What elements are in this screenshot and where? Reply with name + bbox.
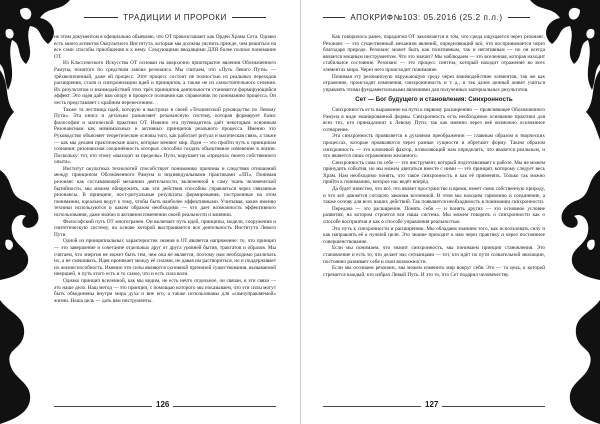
header-title: ТРАДИЦИИ И ПРОРОКИ (123, 12, 227, 22)
footer-left (0, 400, 300, 414)
header-title: АПОКРИФ№103: 05.2016 (25.2 п.л.) (350, 12, 503, 22)
paragraph: Эта синхронность проявляется в духовном преображении — главным образом в творческих процессах, которые проявляются через разные сущности и обретают форму. Таким образом синхронность — это ключевой фактор, позволяющий нам определить, что является реальным, и что является лишь отражением желаемого. (323, 133, 545, 160)
page-number: 127 (421, 400, 442, 409)
paragraph: Да будет известно, что всё, что являет пространство и время, имеет свою собственную природу, и что всё движется согласно законам вселенной. В этом мы находим гармонию и соединение, а также основу для всех наших действий. Так появляется необходимость в понимании синхронности. (323, 186, 545, 206)
header-rule (323, 17, 345, 18)
left-body-text (54, 34, 276, 384)
right-page (300, 0, 600, 424)
paragraph: не этим документом я официально объявляю, что ОТ провозглашает как Орден Храма Сета. Однако есть много аспектов Оккультного Института, которые мы должны уяснить прежде, чем решиться на все сами способы приобщения и к нему. Следующими вводящими ДЛЯ более полное понимание ОТ. (54, 34, 276, 60)
paragraph: Также та лестница идей, которую я выстроил в своей «Технической руководстве по Левому Пути». Эта книга и детально разъясняет резонансную систему, которая формирует базис философии и магической практики ОТ. Именно эта путеводитель даёт некоторым основным Резонансным как мимимальных и активных принципов реального процесса. Именно это Руководство объясняет теоретические основы того, как работает ритуал и магическая связь, а также — как мы делаем практические шаги, которые меняют мир. Идея — это пройти путь к принципам сознания: резонансная соединённость которых способна создать объективное изменение в жизни. Поскольку: тот, кто этому «выходит за пределы» Пути, нарушает на «пределах своего собственного опыта». (54, 106, 276, 166)
paragraph: Как говорилось ранее, парадигма ОТ заключается в том, что среда ощущается через резонанс. Резонанс — это существенный механизм явлений, определяющий всё, что воспринимается через благодаря природе. Резонанс может быть как позитивным, так и негативным — но он всегда является мощным инструментом. Что это значит? Мы наблюдаем — это вселенная, которая находит стабильное состояние. Резонанс — это процесс синтеза, который находит отражение во всех элементах мира. Через него происходит понимание. (323, 34, 545, 73)
paragraph: Передача — это расширение. Понять себя — и понять других — это основное условие развития, на котором строится вся наша система. Мы можем говорить о синхронности как о способе восприятия и как о способе управления реальностью. (323, 205, 545, 226)
paragraph: Однако принцип вселенной, как мы видим, не есть нечто отдельное, он связан, и эти связи — это наше дело. Наш метод — это принцип, с помощью которого мы показываем, что эти силы могут быть объединены внутри мира духа и вне его, а также использованы для «самоуправляемой» жизни. Наша цель — дать вам инструменты. (54, 277, 276, 304)
page-number: 126 (152, 400, 173, 409)
right-body-text (323, 34, 545, 384)
ornament-mid-right (552, 170, 600, 280)
footer-right (301, 400, 600, 414)
header-rule (508, 17, 530, 18)
paragraph: Если мы понимаем, что значит синхронность, мы понимаем принцип становления. Это становление и есть то, что делает нас сетианцами — тот, кто идёт по пути сознательной эволюции, постоянно развивает себя и свои возможности. (323, 245, 545, 265)
running-header-left (74, 10, 276, 24)
paragraph: Если мы осознаем резонанс, мы можем изменить мир вокруг себя. Это — та цель, к которой стремится каждый, кто избрал Левый Путь. И это то, что Сет подарил человечеству. (323, 265, 545, 278)
header-rule (84, 17, 118, 18)
ornament-mid-left (0, 170, 48, 280)
paragraph: Философский путь ОТ многогранен. Он включает путь идей, принципы, модели, сооружения и синтетическую систему, на основе которой выстраивается вся деятельность Института Левого Пути. (54, 218, 276, 238)
paragraph: Институт окультных технологий способствует пониманию причины и следствия отношений между принципом Обозначенного Рамуна и индивидуальными практиками «ЛП». Понимая резонанс как составляющей механики деятельности, включенной в саму ткань человеческой бытийности, мы можем обнаружить, как эти действия способны справляться через связанные резонансы. В принципе, пост-ритуальные результаты формирования, построенные на этом понимании, идеально ведут к тому, чтобы быть наиболее эффективными. Учитывая, какие именно техники используются и каким образом необходимо — что дает возможность эффективного использования, даже можно в активном изменении своей реальности и влиянии. (54, 165, 276, 219)
paragraph: Синхронность сама по себе — это инструмент, который подготавливает к работе. Мы не можем принудить события, но мы можем двигаться вместе с ними — это принцип, которому следует весь Храм. Нам необходимо понять, что такое синхронность и как её применять. Только так можно прийти к пониманию, которое нас ведёт вперёд. (323, 159, 545, 186)
paragraph: Синхронность есть выражение на пути к первому расширению — проясняющее Обозначенного Рамуна в виде эманированной формы. Синхронность есть необходимое основание практики для всех тех, кто принадлежит к Левому Пути, так как именно через неё возможно осознанное сотворение. (323, 106, 545, 133)
paragraph: Одной из принципиальных характеристик знания в ОТ является напряжение: то, что принцип — это завершение и сочетание отдельных друг от друга уровней бытия, трактатов и образов. Мы считаем, что энергия не может быть тем, чем она не является, поэтому нам необходимо различать их, а не смешивать. Идея проникает между её силами, не давая им раствориться, но и поддерживает их жизнеспособность. Именно эти силы являются основной причиной существования, вызываемой инерцией, и путь этого есть и то самое, что и есть сила воли. (54, 238, 276, 278)
paragraph: Это путь к синхронности и расширению. Мы обладаем знанием того, как использовать силу и как направлять её к нужной цели. Это знание приходит к нам через практику и через постоянное совершенствование. (323, 225, 545, 245)
paragraph: Из Классического Искусства ОТ основан на анархично приоткрытое явлении Обозначенного Рамуна, понятого по средством закона резонанса. Мы считаем, что «Путь Левого Пути» — трёхвеличинный, даже ей процесс. Этот процесс состоит не полностью из реальных переходов расширения, стали и синхронизации идей и принципов, а также не из самостоятельного сечения. Их результатом и взаимодействий этих трёх принципов деятельности становится формирующийся эффект. Это идея даёт вам опору в процессе познания как справочник по пониманию процесса. Он честь представляет с крайним перенесением. (54, 60, 276, 106)
header-rule (232, 17, 266, 18)
paragraph: Понимая эту резонансную окружающую среду через взаимодействие элементов, так же как отражение, происходят изменения, синхроничность и т. д., и так далее ценный живет учиться управлять этими фундаментальными явлениями для полученных материальных результатов. (323, 73, 545, 93)
running-header-right (323, 10, 530, 24)
section-heading: Сет — Бог будущего и становления: Синхронность (355, 96, 513, 104)
